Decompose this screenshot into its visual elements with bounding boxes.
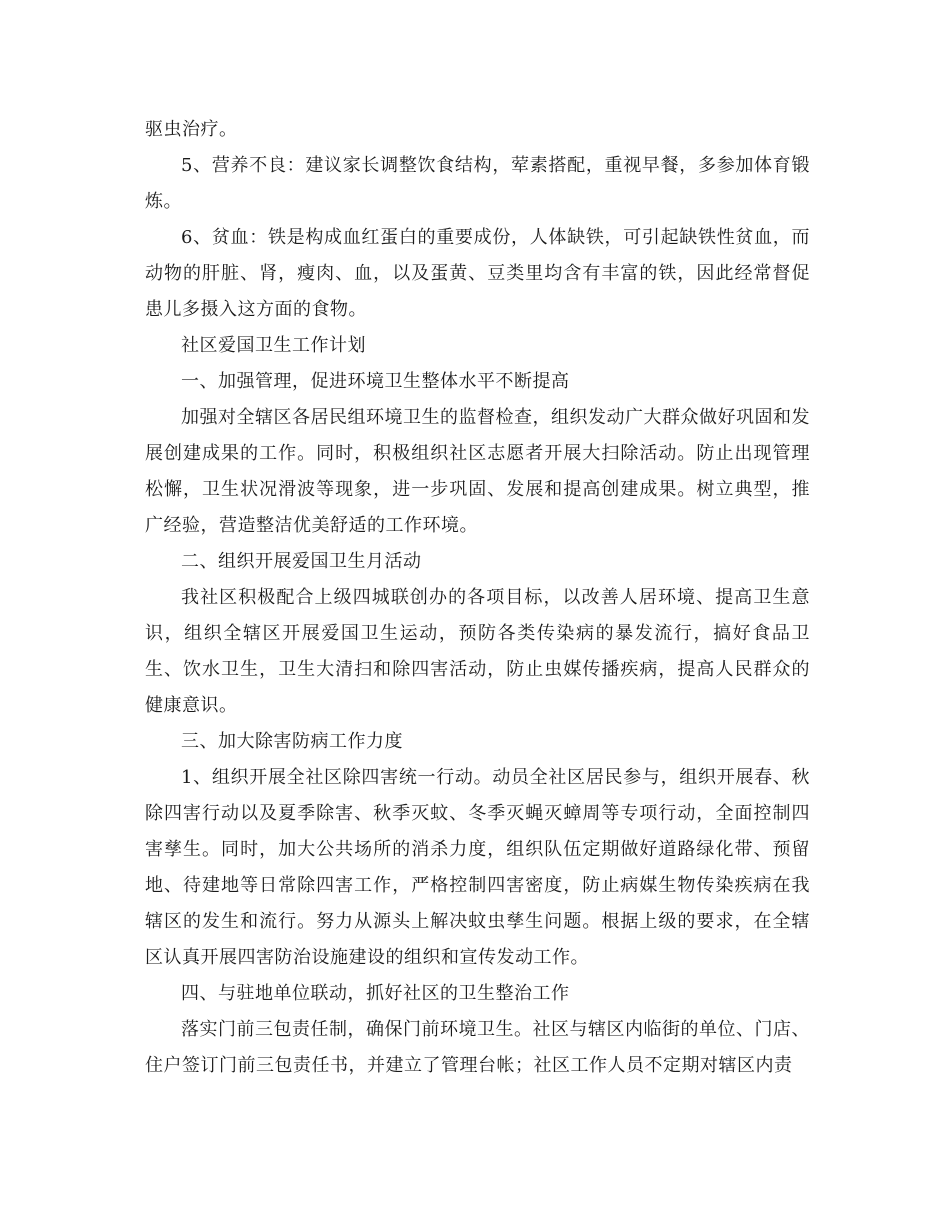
paragraph-heading-3-body: 1、组织开展全社区除四害统一行动。动员全社区居民参与，组织开展春、秋除四害行动以及夏季除害、秋季灭蚊、冬季灭蝇灭蟑周等专项行动，全面控制四害孳生。同时，加大公共场所的消杀力度，组织队伍定期做好道路绿化带、预留地、待建地等日常除四害工作，严格控制四害密度，防止病媒生物传染疾病在我辖区的发生和流行。努力从源头上解决蚊虫孳生问题。根据上级的要求，在全辖区认真开展四害防治设施建设的组织和宣传发动工作。 (145, 767, 810, 968)
paragraph-continuation: 驱虫治疗。 (145, 119, 238, 140)
heading-1: 一、加强管理，促进环境卫生整体水平不断提高 (181, 371, 570, 392)
heading-3: 三、加大除害防病工作力度 (181, 731, 403, 752)
heading-2: 二、组织开展爱国卫生月活动 (181, 551, 422, 572)
paragraph-heading-2-body: 我社区积极配合上级四城联创办的各项目标，以改善人居环境、提高卫生意识，组织全辖区开展爱国卫生运动，预防各类传染病的暴发流行，搞好食品卫生、饮水卫生，卫生大清扫和除四害活动，防止虫媒传播疾病，提高人民群众的健康意识。 (145, 587, 810, 716)
paragraph-item-6-anemia: 6、贫血：铁是构成血红蛋白的重要成份，人体缺铁，可引起缺铁性贫血，而动物的肝脏、肾，瘦肉、血，以及蛋黄、豆类里均含有丰富的铁，因此经常督促患儿多摄入这方面的食物。 (145, 227, 810, 320)
paragraph-heading-4-body: 落实门前三包责任制，确保门前环境卫生。社区与辖区内临街的单位、门店、住户签订门前三包责任书，并建立了管理台帐；社区工作人员不定期对辖区内责 (145, 1019, 810, 1076)
paragraph-item-5-malnutrition: 5、营养不良：建议家长调整饮食结构，荤素搭配，重视早餐，多参加体育锻炼。 (145, 155, 810, 212)
document-body (145, 112, 810, 1084)
heading-4: 四、与驻地单位联动，抓好社区的卫生整治工作 (181, 983, 570, 1004)
paragraph-heading-1-body: 加强对全辖区各居民组环境卫生的监督检查，组织发动广大群众做好巩固和发展创建成果的工作。同时，积极组织社区志愿者开展大扫除活动。防止出现管理松懈，卫生状况滑波等现象，进一步巩固、发展和提高创建成果。树立典型，推广经验，营造整洁优美舒适的工作环境。 (145, 407, 810, 536)
section-title: 社区爱国卫生工作计划 (181, 335, 366, 356)
